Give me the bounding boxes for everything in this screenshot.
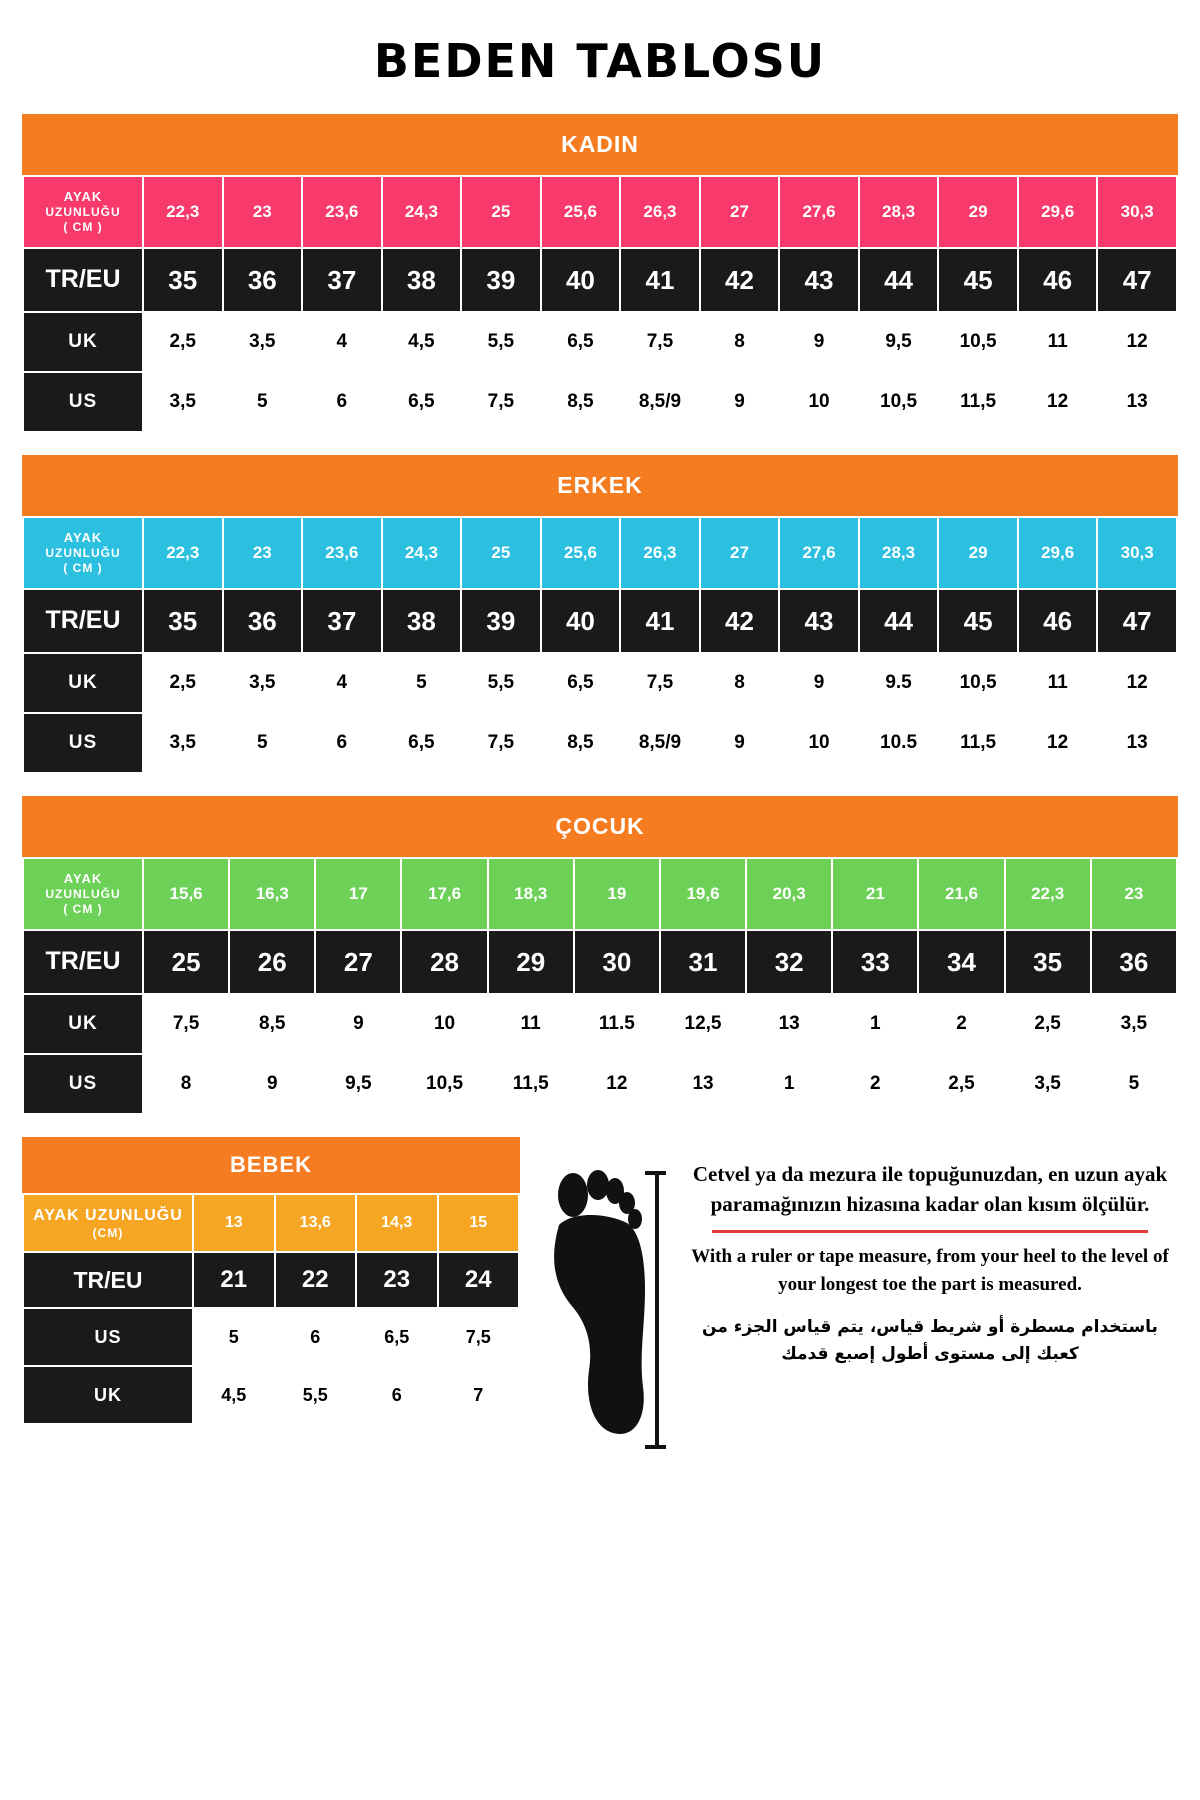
cell: 29,6: [1018, 176, 1098, 248]
cell: 26,3: [620, 176, 700, 248]
row-label-us: US: [23, 1308, 193, 1366]
cell: 27: [315, 930, 401, 994]
cell: 22,3: [1005, 858, 1091, 930]
table-cocuk: [22, 857, 1178, 1115]
cell: 8,5/9: [620, 713, 700, 773]
cell: 15,6: [143, 858, 229, 930]
cell: 2: [918, 994, 1004, 1054]
cell: 5,5: [275, 1366, 357, 1424]
cell: 13: [1097, 372, 1177, 432]
cell: 21: [193, 1252, 275, 1308]
cell: 11: [488, 994, 574, 1054]
cell: 40: [541, 248, 621, 312]
cell: 34: [918, 930, 1004, 994]
cell: 13: [746, 994, 832, 1054]
cell: 13: [1097, 713, 1177, 773]
cell: 45: [938, 589, 1018, 653]
cell: 25: [461, 517, 541, 589]
cell: 9,5: [315, 1054, 401, 1114]
cell: 41: [620, 589, 700, 653]
cell: 10,5: [938, 653, 1018, 713]
cell: 21: [832, 858, 918, 930]
how-to-text: [682, 1159, 1178, 1455]
row-label-foot-length: [23, 858, 143, 930]
cell: 27,6: [779, 517, 859, 589]
cell: 6,5: [356, 1308, 438, 1366]
cell: 3,5: [223, 312, 303, 372]
row-label-uk: UK: [23, 312, 143, 372]
cell: 24,3: [382, 176, 462, 248]
cell: 9: [700, 713, 780, 773]
cell: 11,5: [488, 1054, 574, 1114]
cell: 31: [660, 930, 746, 994]
cell: 10,5: [859, 372, 939, 432]
cell: 4,5: [382, 312, 462, 372]
cell: 9,5: [859, 312, 939, 372]
cell: 35: [143, 589, 223, 653]
cell: 28,3: [859, 176, 939, 248]
section-cocuk: [22, 796, 1178, 1115]
row-label-us: US: [23, 1054, 143, 1114]
section-heading-erkek: ERKEK: [22, 455, 1178, 516]
cell: 23,6: [302, 517, 382, 589]
cell: 12,5: [660, 994, 746, 1054]
cell: 5: [382, 653, 462, 713]
cell: 13: [193, 1194, 275, 1252]
cell: 3,5: [143, 372, 223, 432]
cell: 7,5: [461, 372, 541, 432]
cell: 7,5: [620, 312, 700, 372]
cell: 39: [461, 589, 541, 653]
cell: 36: [1091, 930, 1177, 994]
table-row: [23, 653, 1177, 713]
foot-length-line-1: AYAK: [63, 188, 103, 204]
cell: 41: [620, 248, 700, 312]
section-erkek: [22, 455, 1178, 774]
cell: 37: [302, 248, 382, 312]
row-label-foot-length: [23, 1194, 193, 1252]
cell: 12: [1018, 372, 1098, 432]
foot-length-line-3: ( CM ): [63, 220, 103, 235]
cell: 9: [229, 1054, 315, 1114]
section-heading-bebek: BEBEK: [22, 1137, 520, 1193]
cell: 39: [461, 248, 541, 312]
cell: 2,5: [918, 1054, 1004, 1114]
foot-length-line-3: ( CM ): [63, 902, 103, 917]
cell: 35: [1005, 930, 1091, 994]
cell: 45: [938, 248, 1018, 312]
cell: 6,5: [541, 653, 621, 713]
row-label-uk: UK: [23, 653, 143, 713]
cell: 43: [779, 248, 859, 312]
cell: 6: [302, 713, 382, 773]
table-row: [23, 1308, 519, 1366]
cell: 18,3: [488, 858, 574, 930]
cell: 22,3: [143, 176, 223, 248]
table-row: [23, 713, 1177, 773]
cell: 3,5: [1091, 994, 1177, 1054]
cell: 29: [488, 930, 574, 994]
table-row: [23, 248, 1177, 312]
table-erkek: [22, 516, 1178, 774]
cell: 23: [223, 517, 303, 589]
cell: 2,5: [143, 653, 223, 713]
cell: 10: [779, 713, 859, 773]
table-bebek: [22, 1193, 520, 1425]
cell: 38: [382, 248, 462, 312]
cell: 9: [779, 653, 859, 713]
cell: 33: [832, 930, 918, 994]
cell: 8: [700, 312, 780, 372]
row-label-tr-eu: TR/EU: [23, 589, 143, 653]
table-row: [23, 589, 1177, 653]
cell: 36: [223, 248, 303, 312]
foot-length-line-2: UZUNLUĞU: [45, 887, 121, 902]
cell: 3,5: [1005, 1054, 1091, 1114]
instruction-ar: باستخدام مسطرة أو شريط قياس، يتم قياس الجزء من كعبك إلى مستوى أطول إصبع قدمك: [702, 1316, 1158, 1365]
cell: 9: [779, 312, 859, 372]
cell: 6: [275, 1308, 357, 1366]
section-heading-kadin: KADIN: [22, 114, 1178, 175]
row-label-tr-eu: TR/EU: [23, 1252, 193, 1308]
cell: 12: [1018, 713, 1098, 773]
cell: 1: [746, 1054, 832, 1114]
cell: 38: [382, 589, 462, 653]
table-row: [23, 176, 1177, 248]
cell: 19,6: [660, 858, 746, 930]
cell: 47: [1097, 248, 1177, 312]
cell: 3,5: [223, 653, 303, 713]
cell: 22,3: [143, 517, 223, 589]
divider-rule: [712, 1230, 1148, 1233]
cell: 11,5: [938, 713, 1018, 773]
cell: 8,5: [229, 994, 315, 1054]
page-title: BEDEN TABLOSU: [373, 34, 827, 88]
table-row: [23, 1366, 519, 1424]
cell: 5,5: [461, 653, 541, 713]
cell: 8: [143, 1054, 229, 1114]
foot-length-line-2: UZUNLUĞU: [45, 205, 121, 220]
cell: 29,6: [1018, 517, 1098, 589]
cell: 12: [1097, 653, 1177, 713]
section-bebek: [22, 1137, 520, 1425]
row-label-tr-eu: TR/EU: [23, 248, 143, 312]
cell: 5: [223, 713, 303, 773]
cell: 6,5: [382, 713, 462, 773]
foot-length-line-2: UZUNLUĞU: [45, 546, 121, 561]
cell: 42: [700, 589, 780, 653]
cell: 23,6: [302, 176, 382, 248]
cell: 42: [700, 248, 780, 312]
cell: 5: [223, 372, 303, 432]
row-label-uk: UK: [23, 994, 143, 1054]
table-row: [23, 312, 1177, 372]
cell: 6: [302, 372, 382, 432]
cell: 6,5: [541, 312, 621, 372]
cell: 46: [1018, 248, 1098, 312]
cell: 26: [229, 930, 315, 994]
cell: 25: [461, 176, 541, 248]
cell: 24,3: [382, 517, 462, 589]
row-label-foot-length: [23, 176, 143, 248]
cell: 29: [938, 176, 1018, 248]
cell: 11: [1018, 312, 1098, 372]
cell: 28: [401, 930, 487, 994]
cell: 17,6: [401, 858, 487, 930]
cell: 27: [700, 517, 780, 589]
cell: 46: [1018, 589, 1098, 653]
table-row: [23, 372, 1177, 432]
cell: 5,5: [461, 312, 541, 372]
cell: 8,5/9: [620, 372, 700, 432]
cell: 16,3: [229, 858, 315, 930]
cell: 8: [700, 653, 780, 713]
cell: 36: [223, 589, 303, 653]
cell: 30,3: [1097, 517, 1177, 589]
cell: 8,5: [541, 372, 621, 432]
cell: 7,5: [461, 713, 541, 773]
cell: 27,6: [779, 176, 859, 248]
row-label-foot-length: [23, 517, 143, 589]
cell: 5: [1091, 1054, 1177, 1114]
cell: 29: [938, 517, 1018, 589]
row-label-us: US: [23, 372, 143, 432]
cell: 1: [832, 994, 918, 1054]
cell: 44: [859, 589, 939, 653]
cell: 4: [302, 312, 382, 372]
cell: 23: [356, 1252, 438, 1308]
cell: 2,5: [143, 312, 223, 372]
cell: 9.5: [859, 653, 939, 713]
cell: 21,6: [918, 858, 1004, 930]
table-row: [23, 1252, 519, 1308]
foot-length-line-3: ( CM ): [63, 561, 103, 576]
bottom-area: [22, 1137, 1178, 1455]
instruction-en: With a ruler or tape measure, from your heel to the level of your longest toe the part is measured.: [691, 1245, 1169, 1296]
cell: 23: [1091, 858, 1177, 930]
cell: 7,5: [438, 1308, 520, 1366]
cell: 9: [315, 994, 401, 1054]
cell: 10,5: [401, 1054, 487, 1114]
instruction-tr: Cetvel ya da mezura ile topuğunuzdan, en uzun ayak paramağınızın hizasına kadar olan kısım ölçülür.: [692, 1162, 1168, 1217]
cell: 9: [700, 372, 780, 432]
cell: 25,6: [541, 517, 621, 589]
row-label-uk: UK: [23, 1366, 193, 1424]
table-row: [23, 1054, 1177, 1114]
cell: 24: [438, 1252, 520, 1308]
foot-length-line-1: AYAK: [63, 870, 103, 886]
table-row: [23, 858, 1177, 930]
cell: 8,5: [541, 713, 621, 773]
cell: 13: [660, 1054, 746, 1114]
cell: 26,3: [620, 517, 700, 589]
how-to-measure: [538, 1137, 1178, 1455]
cell: 23: [223, 176, 303, 248]
foot-illustration: [538, 1159, 668, 1455]
cell: 22: [275, 1252, 357, 1308]
footprint-icon: [541, 1165, 666, 1455]
cell: 19: [574, 858, 660, 930]
table-row: [23, 930, 1177, 994]
cell: 44: [859, 248, 939, 312]
cell: 10,5: [938, 312, 1018, 372]
table-kadin: [22, 175, 1178, 433]
cell: 5: [193, 1308, 275, 1366]
cell: 6,5: [382, 372, 462, 432]
foot-length-line-1: AYAK: [63, 529, 103, 545]
cell: 28,3: [859, 517, 939, 589]
table-row: [23, 517, 1177, 589]
cell: 11,5: [938, 372, 1018, 432]
cell: 11: [1018, 653, 1098, 713]
cell: 15: [438, 1194, 520, 1252]
cell: 20,3: [746, 858, 832, 930]
cell: 37: [302, 589, 382, 653]
row-label-tr-eu: TR/EU: [23, 930, 143, 994]
cell: 7: [438, 1366, 520, 1424]
cell: 43: [779, 589, 859, 653]
table-row: [23, 1194, 519, 1252]
cell: 2,5: [1005, 994, 1091, 1054]
cell: 47: [1097, 589, 1177, 653]
cell: 12: [574, 1054, 660, 1114]
cell: 32: [746, 930, 832, 994]
cell: 17: [315, 858, 401, 930]
cell: 4: [302, 653, 382, 713]
cell: 10: [779, 372, 859, 432]
cell: 12: [1097, 312, 1177, 372]
cell: 10.5: [859, 713, 939, 773]
cell: 6: [356, 1366, 438, 1424]
cell: 7,5: [143, 994, 229, 1054]
cell: 13,6: [275, 1194, 357, 1252]
row-label-us: US: [23, 713, 143, 773]
cell: 25,6: [541, 176, 621, 248]
table-row: [23, 994, 1177, 1054]
cell: 10: [401, 994, 487, 1054]
cell: 27: [700, 176, 780, 248]
cell: 11.5: [574, 994, 660, 1054]
cell: 30,3: [1097, 176, 1177, 248]
cell: 14,3: [356, 1194, 438, 1252]
section-heading-cocuk: ÇOCUK: [22, 796, 1178, 857]
cell: 2: [832, 1054, 918, 1114]
cell: 40: [541, 589, 621, 653]
cell: 4,5: [193, 1366, 275, 1424]
cell: 30: [574, 930, 660, 994]
foot-length-inline: AYAK UZUNLUĞU: [33, 1206, 183, 1224]
section-kadin: [22, 114, 1178, 433]
cell: 25: [143, 930, 229, 994]
foot-length-unit: (CM): [92, 1225, 124, 1240]
cell: 7,5: [620, 653, 700, 713]
cell: 3,5: [143, 713, 223, 773]
cell: 35: [143, 248, 223, 312]
